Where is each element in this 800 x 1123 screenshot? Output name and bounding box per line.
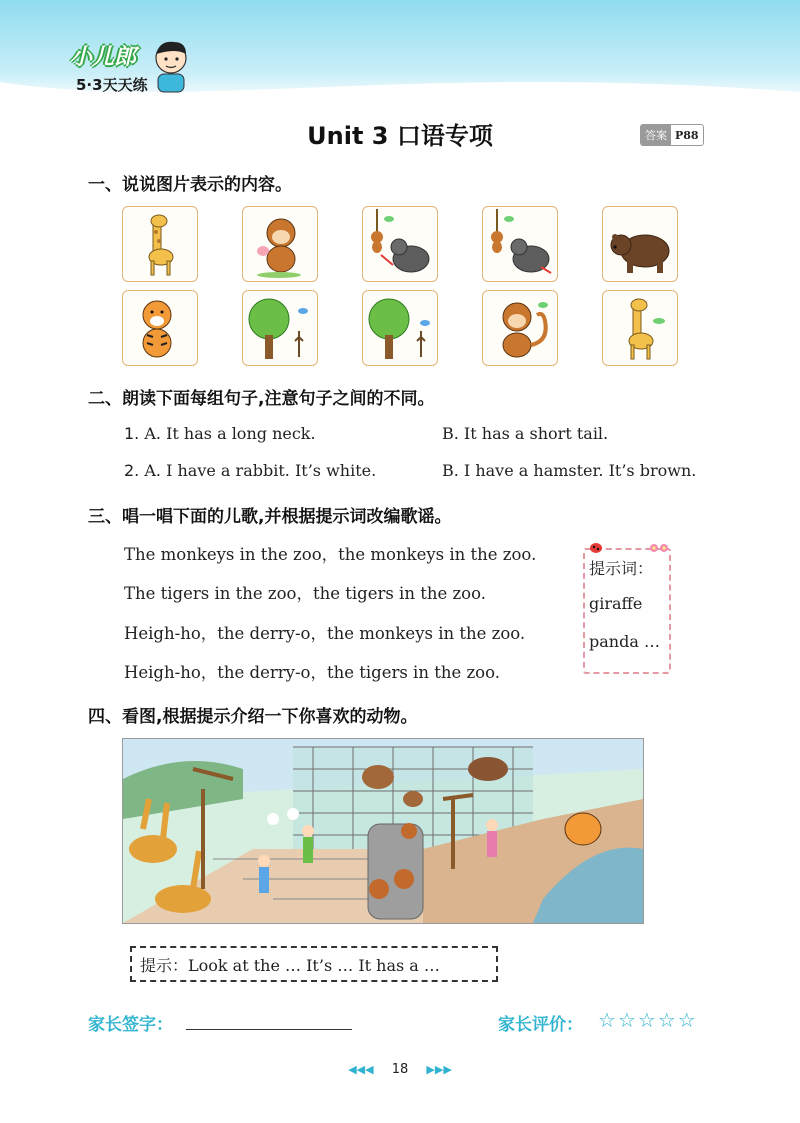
pair2-a-text: A. I have a rabbit. It’s white.: [144, 461, 377, 480]
bear-icon: [602, 206, 678, 282]
brand-bottom: 5·3天天练: [76, 76, 148, 94]
hint-title: 提示词：: [589, 559, 654, 578]
section4-heading: 四、看图,根据提示介绍一下你喜欢的动物。: [88, 707, 418, 727]
pair2-a: [124, 461, 376, 480]
monkey-icon: [242, 206, 318, 282]
next-page-arrows[interactable]: ▶▶▶: [426, 1063, 452, 1076]
tree-icon: [362, 290, 438, 366]
pair2-num: 2.: [124, 461, 140, 480]
monkey-bear-icon: [362, 206, 438, 282]
zoo-illustration: [122, 738, 644, 924]
hint-box: [583, 548, 671, 674]
giraffe-icon: [602, 290, 678, 366]
pair1-b: B. It has a short tail.: [442, 424, 609, 443]
pair1-num: 1.: [124, 424, 140, 443]
parent-sign-label: 家长签字：: [88, 1015, 173, 1035]
song-line-1: The monkeys in the zoo，the monkeys in the zoo.: [124, 545, 537, 564]
rating-stars[interactable]: ☆☆☆☆☆: [598, 1008, 698, 1032]
pair1-a-text: A. It has a long neck.: [144, 424, 316, 443]
pair1-a: [124, 424, 316, 443]
page-title: Unit 3 口语专项: [307, 122, 493, 150]
hint-word-2: panda …: [589, 632, 660, 651]
parent-eval-label: 家长评价：: [498, 1015, 583, 1035]
section1-heading: 一、说说图片表示的内容。: [88, 175, 292, 195]
speaking-hint: 提示：Look at the … It’s … It has a …: [130, 946, 498, 982]
song-line-3: Heigh-ho，the derry-o，the monkeys in the zoo.: [124, 624, 526, 643]
answer-page: P88: [675, 128, 699, 142]
song-line-2: The tigers in the zoo，the tigers in the zoo.: [124, 584, 486, 603]
prev-page-arrows[interactable]: ◀◀◀: [348, 1063, 374, 1076]
page-number: 18: [391, 1062, 409, 1077]
pair2-b: B. I have a hamster. It’s brown.: [442, 461, 697, 480]
parent-sign-line[interactable]: [186, 1029, 352, 1030]
song-line-4: Heigh-ho，the derry-o，the tigers in the zoo.: [124, 663, 500, 682]
section3-heading: 三、唱一唱下面的儿歌,并根据提示词改编歌谣。: [88, 507, 452, 527]
mascot-icon: [146, 38, 196, 94]
answer-tag[interactable]: [640, 124, 704, 146]
hint-word-1: giraffe: [589, 594, 643, 613]
flower-icon: [648, 541, 670, 555]
answer-label: 答案: [641, 125, 671, 145]
ladybug-icon: [588, 540, 604, 554]
brand-top: 小儿郎: [70, 45, 137, 70]
giraffe-icon: [122, 206, 198, 282]
monkey-icon: [482, 290, 558, 366]
section2-heading: 二、朗读下面每组句子,注意句子之间的不同。: [88, 389, 435, 409]
monkey-bear-icon: [482, 206, 558, 282]
tree-icon: [242, 290, 318, 366]
page-navigation: [0, 1062, 800, 1077]
tiger-icon: [122, 290, 198, 366]
